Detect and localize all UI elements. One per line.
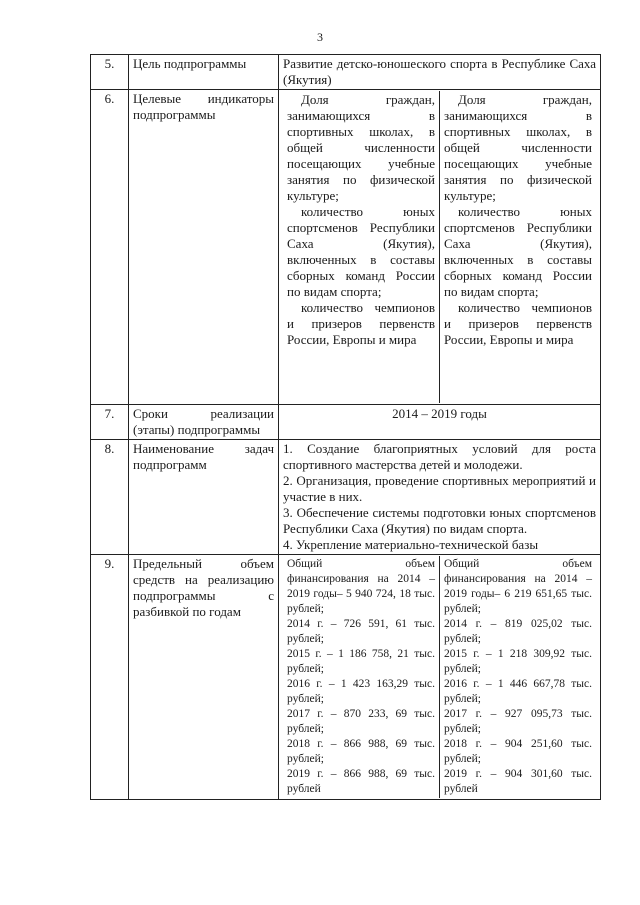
funding-item: 2017 г. – 870 233, 69 тыс. рублей; bbox=[287, 708, 435, 735]
indicator-item: количество юных спортсменов Республики Саха (Якутия), включенных в составы сборных команд России по видам спорта; bbox=[444, 204, 592, 299]
table-row bbox=[91, 55, 601, 90]
row-label: Наименование задач подпрограмм bbox=[129, 440, 279, 555]
funding-item: 2018 г. – 866 988, 69 тыс. рублей; bbox=[287, 738, 435, 765]
indicators-column-b bbox=[439, 91, 596, 403]
table-row bbox=[91, 555, 601, 800]
funding-item: 2014 г. – 819 025,02 тыс. рублей; bbox=[444, 618, 592, 645]
funding-item: Общий объем финансирования на 2014 – 2019 годы– 6 219 651,65 тыс. рублей; bbox=[444, 558, 592, 615]
funding-item: 2019 г. – 904 301,60 тыс. рублей bbox=[444, 768, 592, 795]
funding-item: 2014 г. – 726 591, 61 тыс. рублей; bbox=[287, 618, 435, 645]
funding-item: 2016 г. – 1 423 163,29 тыс. рублей; bbox=[287, 678, 435, 705]
row-number: 9. bbox=[91, 555, 129, 800]
funding-item: 2018 г. – 904 251,60 тыс. рублей; bbox=[444, 738, 592, 765]
funding-item: 2017 г. – 927 095,73 тыс. рублей; bbox=[444, 708, 592, 735]
funding-item: 2015 г. – 1 218 309,92 тыс. рублей; bbox=[444, 648, 592, 675]
indicator-item: количество юных спортсменов Республики Саха (Якутия), включенных в составы сборных команд России по видам спорта; bbox=[287, 204, 435, 299]
row-number: 7. bbox=[91, 405, 129, 440]
passport-table bbox=[90, 54, 601, 800]
split-cell bbox=[279, 90, 601, 405]
funding-column-b bbox=[439, 556, 596, 798]
row-number: 5. bbox=[91, 55, 129, 90]
table-row bbox=[91, 405, 601, 440]
task-item: 3. Обеспечение системы подготовки юных спортсменов Республики Саха (Якутия) по видам спорта. bbox=[283, 505, 596, 536]
funding-item: Общий объем финансирования на 2014 – 2019 годы– 5 940 724, 18 тыс. рублей; bbox=[287, 558, 435, 615]
task-item: 2. Организация, проведение спортивных мероприятий и участие в них. bbox=[283, 473, 596, 504]
indicator-item: количество чемпионов и призеров первенств России, Европы и мира bbox=[287, 300, 435, 347]
indicator-item: количество чемпионов и призеров первенств России, Европы и мира bbox=[444, 300, 592, 347]
task-item: 4. Укрепление материально-технической базы bbox=[283, 537, 539, 552]
row-label: Цель подпрограммы bbox=[129, 55, 279, 90]
indicators-column-a bbox=[283, 91, 439, 403]
indicator-item: Доля граждан, занимающихся в спортивных школах, в общей численности посещающих учебные занятия по физической культуре; bbox=[287, 92, 435, 203]
funding-item: 2019 г. – 866 988, 69 тыс. рублей bbox=[287, 768, 435, 795]
funding-item: 2016 г. – 1 446 667,78 тыс. рублей; bbox=[444, 678, 592, 705]
funding-item: 2015 г. – 1 186 758, 21 тыс. рублей; bbox=[287, 648, 435, 675]
row-label: Сроки реализации (этапы) подпрограммы bbox=[129, 405, 279, 440]
row-number: 8. bbox=[91, 440, 129, 555]
row-value: Развитие детско-юношеского спорта в Республике Саха (Якутия) bbox=[279, 55, 601, 90]
row-label: Предельный объем средств на реализацию подпрограммы с разбивкой по годам bbox=[129, 555, 279, 800]
table-row bbox=[91, 90, 601, 405]
funding-column-a bbox=[283, 556, 439, 798]
tasks-cell bbox=[279, 440, 601, 555]
row-number: 6. bbox=[91, 90, 129, 405]
split-cell bbox=[279, 555, 601, 800]
row-label: Целевые индикаторы подпрограммы bbox=[129, 90, 279, 405]
table-row bbox=[91, 440, 601, 555]
task-item: 1. Создание благоприятных условий для роста спортивного мастерства детей и молодежи. bbox=[283, 441, 596, 472]
row-value: 2014 – 2019 годы bbox=[279, 405, 601, 440]
page-number: 3 bbox=[317, 30, 323, 44]
indicator-item: Доля граждан, занимающихся в спортивных школах, в общей численности посещающих учебные занятия по физической культуре; bbox=[444, 92, 592, 203]
